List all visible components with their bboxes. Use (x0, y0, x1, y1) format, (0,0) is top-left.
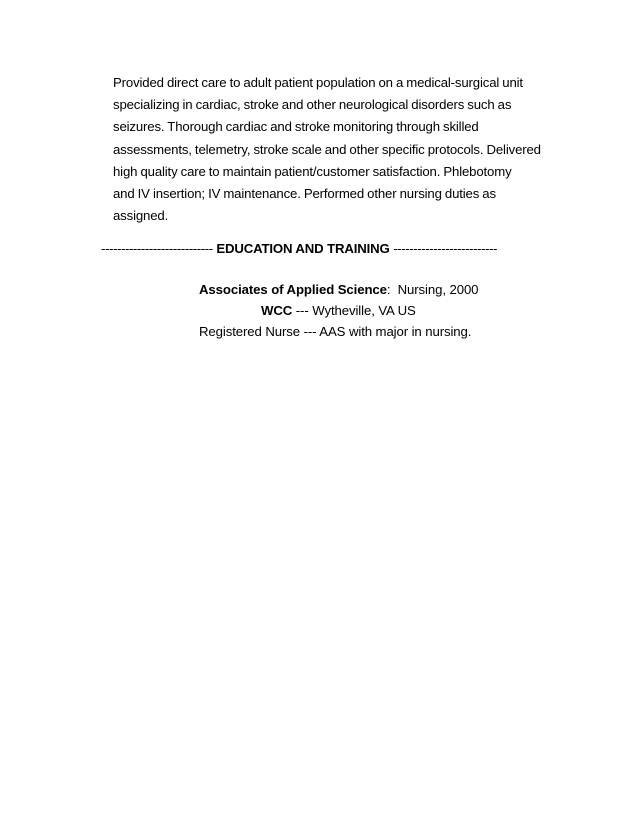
degree-separator: : (386, 282, 391, 297)
school-location: Wytheville, VA US (312, 303, 416, 318)
description-line: Provided direct care to adult patient population on a medical-surgical unit (113, 75, 523, 90)
education-section-heading (101, 240, 581, 258)
description-line: seizures. Thorough cardiac and stroke monitoring through skilled (113, 119, 479, 135)
job-description (113, 72, 583, 227)
description-line: high quality care to maintain patient/customer satisfaction. Phlebotomy (113, 163, 512, 179)
license-line: Registered Nurse --- AAS with major in nursing. (199, 324, 472, 339)
degree-field-year: Nursing, 2000 (390, 282, 479, 297)
description-line: assessments, telemetry, stroke scale and other specific protocols. Delivered (113, 141, 541, 157)
education-section-title: EDUCATION AND TRAINING (216, 241, 390, 256)
description-line: specializing in cardiac, stroke and other neurological disorders such as (113, 97, 512, 113)
description-line: and IV insertion; IV maintenance. Performed other nursing duties as (113, 186, 496, 202)
school-line (261, 300, 416, 321)
degree-name: Associates of Applied Science (199, 282, 387, 297)
description-line: assigned. (113, 208, 169, 224)
heading-rule-left: ---------------------------- (101, 241, 213, 256)
heading-rule-right: -------------------------- (393, 241, 497, 256)
school-separator: --- (292, 303, 313, 318)
school-name: WCC (261, 303, 293, 318)
degree-line (199, 279, 478, 300)
